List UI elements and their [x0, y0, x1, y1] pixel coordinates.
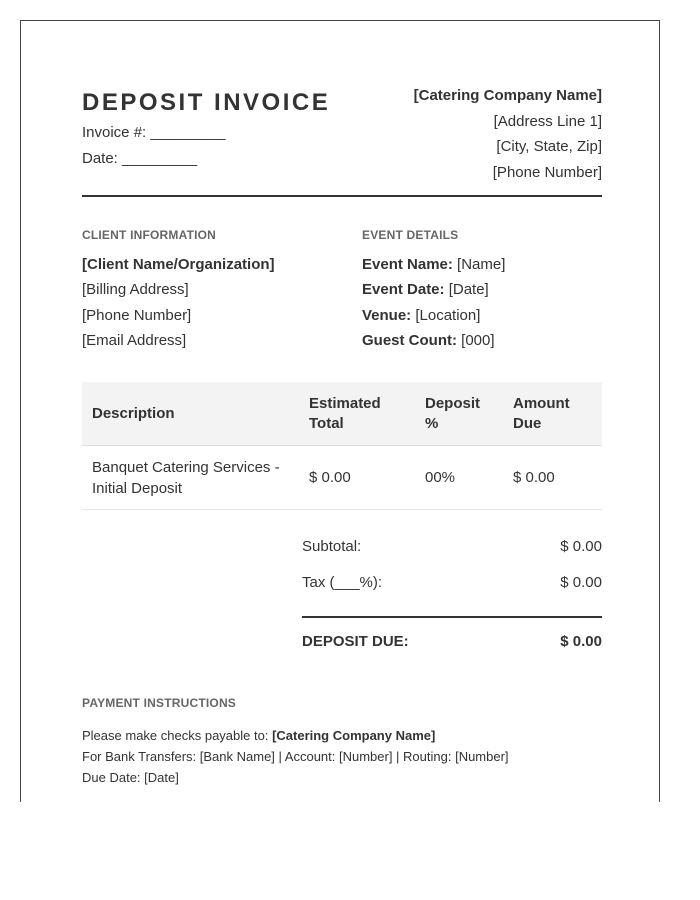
venue-line [362, 307, 505, 332]
subtotal-value: $ 0.00 [560, 538, 602, 555]
bank-transfer-line: For Bank Transfers: [Bank Name] | Account: [Number] | Routing: [Number] [82, 749, 509, 764]
column-header-estimated-total: Estimated Total [309, 395, 381, 432]
guest-count-label: Guest Count: [362, 331, 457, 349]
row-description: Banquet Catering Services - Initial Deposit [92, 459, 280, 497]
event-date-line [362, 281, 505, 306]
client-section-label: CLIENT INFORMATION [82, 228, 217, 242]
line-items-table [82, 382, 602, 510]
row-amount-due: $ 0.00 [513, 469, 555, 486]
event-date-value: [Date] [444, 281, 489, 299]
payment-instructions [82, 696, 602, 791]
page-title: DEPOSIT INVOICE [82, 89, 331, 116]
deposit-due-label: DEPOSIT DUE: [302, 633, 409, 650]
due-date-line: Due Date: [Date] [82, 770, 179, 785]
subtotal-label: Subtotal: [302, 538, 362, 555]
company-phone: [Phone Number] [492, 163, 602, 181]
venue-value: [Location] [411, 306, 481, 324]
tax-value: $ 0.00 [560, 574, 602, 591]
company-address-line-1: [Address Line 1] [493, 112, 602, 130]
table-header [82, 382, 602, 446]
totals-block [302, 536, 602, 648]
tax-row [302, 572, 602, 608]
event-name-value: [Name] [452, 256, 506, 273]
guest-count-value: [000] [457, 331, 495, 349]
client-phone: [Phone Number] [82, 306, 192, 324]
invoice-page [20, 20, 660, 802]
invoice-header [82, 87, 602, 197]
deposit-due-value: $ 0.00 [560, 633, 602, 650]
client-information [82, 228, 275, 357]
company-name: [Catering Company Name] [413, 87, 602, 104]
payable-prefix: Please make checks payable to: [82, 728, 273, 743]
row-estimated-total: $ 0.00 [309, 469, 351, 486]
payable-to-line [82, 728, 602, 749]
invoice-number: Invoice #: _________ [82, 124, 226, 141]
event-details [362, 228, 505, 357]
payable-name: [Catering Company Name] [272, 728, 436, 743]
column-header-amount-due: Amount Due [513, 395, 570, 432]
event-date-label: Event Date: [362, 281, 445, 299]
guest-count-line [362, 332, 505, 357]
event-name-label: Event Name: [362, 256, 453, 273]
company-city-state-zip: [City, State, Zip] [496, 138, 602, 155]
invoice-date: Date: _________ [82, 150, 198, 167]
subtotal-row [302, 536, 602, 572]
client-billing-address: [Billing Address] [82, 281, 189, 299]
column-header-description: Description [92, 405, 175, 422]
event-section-label: EVENT DETAILS [362, 228, 459, 242]
tax-label: Tax (___%): [302, 574, 383, 591]
table-row [82, 446, 602, 510]
company-block [414, 87, 602, 189]
event-name-line [362, 256, 505, 281]
venue-label: Venue: [362, 306, 412, 324]
column-header-deposit-percent: Deposit % [425, 395, 481, 432]
deposit-due-row [302, 618, 602, 648]
row-deposit-percent: 00% [425, 469, 456, 486]
payment-section-label: PAYMENT INSTRUCTIONS [82, 696, 237, 710]
client-email: [Email Address] [82, 331, 187, 349]
client-name: [Client Name/Organization] [82, 256, 275, 273]
